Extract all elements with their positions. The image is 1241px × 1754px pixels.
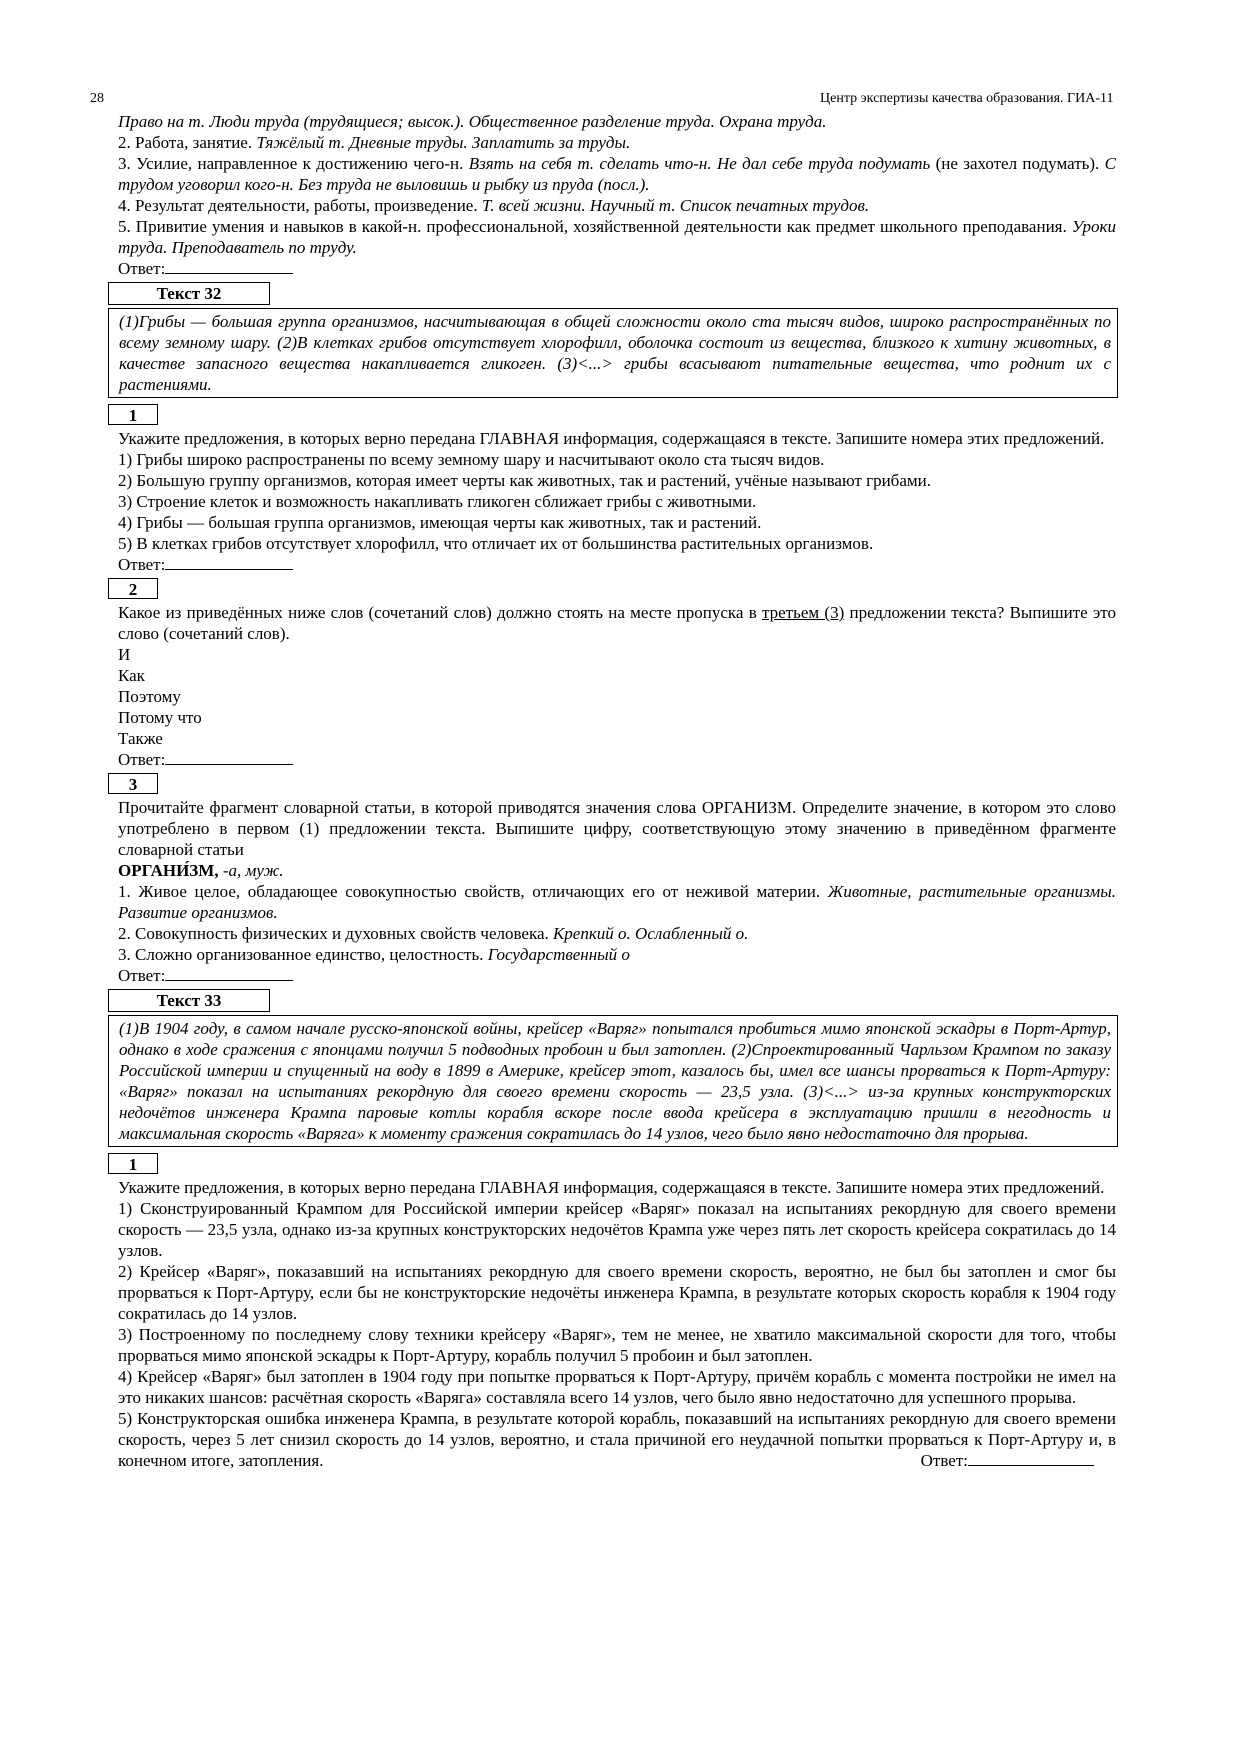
answer-field[interactable] [165, 965, 293, 981]
word-option: Также [118, 729, 163, 748]
answer-option: 4) Грибы — большая группа организмов, имеющая черты как животных, так и растений. [118, 513, 762, 532]
answer-field[interactable] [165, 554, 293, 570]
running-header: Центр экспертизы качества образования. ГИА-11 [820, 91, 1114, 106]
dict-meaning: 3. Сложно организованное единство, целостность. Государственный о [118, 945, 630, 964]
answer-option: 1) Грибы широко распространены по всему земному шару и насчитывают около ста тысяч видов. [118, 450, 825, 469]
dict-headword: ОРГАНИ́ЗМ, -а, муж. [118, 861, 284, 880]
text-33-label: Текст 33 [108, 989, 270, 1012]
answer-option: 1) Сконструированный Крампом для Российской империи крейсер «Варяг» показал на испытаниях рекордную для своего времени скорость — 23,5 узла, однако из-за крупных конструкторских недочётов Крампа уже через пять лет скорость крейсера сократилась до 14 узлов. [118, 1199, 1116, 1260]
word-option: Потому что [118, 708, 202, 727]
question-prompt: Какое из приведённых ниже слов (сочетаний слов) должно стоять на месте пропуска в третьем (3) предложении текста? Выпишите это слово (сочетаний слов). [118, 603, 1116, 643]
dict-meaning-5: 5. Привитие умения и навыков в какой-н. профессиональной, хозяйственной деятельности как предмет школьного преподавания. Уроки труда. Преподаватель по труду. [118, 217, 1116, 257]
text-33-body: (1)В 1904 году, в самом начале русско-японской войны, крейсер «Варяг» попытался пробиться мимо японской эскадры в Порт-Артур, однако в ходе сражения с японцами получил 5 подводных пробоин и был затоплен. (2)Спроектированный Чарльзом Крампом по заказу Российской империи и спущенный на воду в 1899 в Америке, крейсер этот, казалось бы, имел все шансы прорваться к Порт-Артуру: «Варяг» показал на испытаниях рекордную для своего времени скорость — 23,5 узла. (3)<...> из-за крупных конструкторских недочётов инженера Крампа паровые котлы корабля вскоре после ввода крейсера в эксплуатацию пришли в негодность и максимальная скорость «Варяга» к моменту сражения сократилась до 14 узлов, чего было явно недостаточно для прорыва. [108, 1015, 1118, 1147]
answer-option: 2) Крейсер «Варяг», показавший на испытаниях рекордную для своего времени скорость, вероятно, не был бы затоплен и смог бы прорваться к Порт-Артуру, если бы не конструкторские недочёты инженера Крампа, в результате которых скорость корабля к 1904 году сократилась до 14 узлов. [118, 1262, 1116, 1323]
dict-meaning-3: 3. Усилие, направленное к достижению чего-н. Взять на себя т. сделать что-н. Не дал себе труда подумать (не захотел подумать). С трудом уговорил кого-н. Без труда не выловишь и рыбку из пруда (посл.). [118, 154, 1116, 194]
answer-row: Ответ: [118, 258, 1116, 279]
word-option: И [118, 645, 131, 664]
answer-row: Ответ: [118, 749, 1116, 770]
question-number: 2 [108, 578, 158, 599]
question-number: 1 [108, 404, 158, 425]
question-prompt: Укажите предложения, в которых верно передана ГЛАВНАЯ информация, содержащаяся в тексте. Запишите номера этих предложений. [118, 1178, 1105, 1197]
answer-option: 3) Построенному по последнему слову техники крейсеру «Варяг», тем не менее, не хватило максимальной скорости для того, чтобы прорваться мимо японской эскадры к Порт-Артуру, корабль получил 5 пробоин и был затоплен. [118, 1325, 1116, 1365]
text-32-label: Текст 32 [108, 282, 270, 305]
word-option: Поэтому [118, 687, 181, 706]
answer-field[interactable] [165, 749, 293, 765]
word-option: Как [118, 666, 145, 685]
answer-field[interactable] [968, 1450, 1094, 1466]
answer-row: Ответ: [118, 554, 1116, 575]
question-prompt: Прочитайте фрагмент словарной статьи, в которой приводятся значения слова ОРГАНИЗМ. Определите значение, в котором это слово употреблено в первом (1) предложении текста. Выпишите цифру, соответствующую этому значению в приведённом фрагменте словарной статьи [118, 798, 1116, 859]
dict-meaning-4: 4. Результат деятельности, работы, произведение. Т. всей жизни. Научный т. Список печатных трудов. [118, 196, 870, 215]
dict-meaning: 2. Совокупность физических и духовных свойств человека. Крепкий о. Ослабленный о. [118, 924, 749, 943]
answer-option: 5) В клетках грибов отсутствует хлорофилл, что отличает их от большинства растительных организмов. [118, 534, 874, 553]
question-prompt: Укажите предложения, в которых верно передана ГЛАВНАЯ информация, содержащаяся в тексте. Запишите номера этих предложений. [118, 429, 1105, 448]
dict-meaning-2: 2. Работа, занятие. Тяжёлый т. Дневные труды. Заплатить за труды. [118, 133, 631, 152]
question-number: 1 [108, 1153, 158, 1174]
text-32-body: (1)Грибы — большая группа организмов, насчитывающая в общей сложности около ста тысяч видов, широко распространённых по всему земному шару. (2)В клетках грибов отсутствует хлорофилл, оболочка состоит из вещества, близкого к хитину животных, в качестве запасного вещества накапливается гликоген. (3)<...> грибы всасывают питательные вещества, что роднит их с растениями. [108, 308, 1118, 398]
page-number: 28 [90, 91, 104, 106]
answer-row: Ответ: [921, 1450, 1094, 1471]
dict-meaning: 1. Живое целое, обладающее совокупностью свойств, отличающих его от неживой материи. Животные, растительные организмы. Развитие организмов. [118, 882, 1117, 922]
answer-option: 3) Строение клеток и возможность накапливать гликоген сближает грибы с животными. [118, 492, 757, 511]
answer-field[interactable] [165, 258, 293, 274]
dict-continuation: Право на т. Люди труда (трудящиеся; высок.). Общественное разделение труда. Охрана труда. [118, 112, 827, 131]
question-number: 3 [108, 773, 158, 794]
answer-option: 2) Большую группу организмов, которая имеет черты как животных, так и растений, учёные называют грибами. [118, 471, 931, 490]
answer-option: 5) Конструкторская ошибка инженера Крампа, в результате которой корабль, показавший на испытаниях рекордную для своего времени скорость, через 5 лет снизил скорость до 14 узлов, вероятно, и стала причиной его неудачной попытки прорваться к Порт-Артуру и, в конечном итоге, затопления. [118, 1409, 1116, 1470]
page-content [118, 111, 1116, 1471]
answer-option: 4) Крейсер «Варяг» был затоплен в 1904 году при попытке прорваться к Порт-Артуру, причём корабль с момента постройки не имел на это никаких шансов: расчётная скорость «Варяга» составляла всего 14 узлов, чего было явно недостаточно для успешного прорыва. [118, 1367, 1116, 1407]
answer-row: Ответ: [118, 965, 1116, 986]
last-option-with-answer [118, 1408, 1116, 1471]
